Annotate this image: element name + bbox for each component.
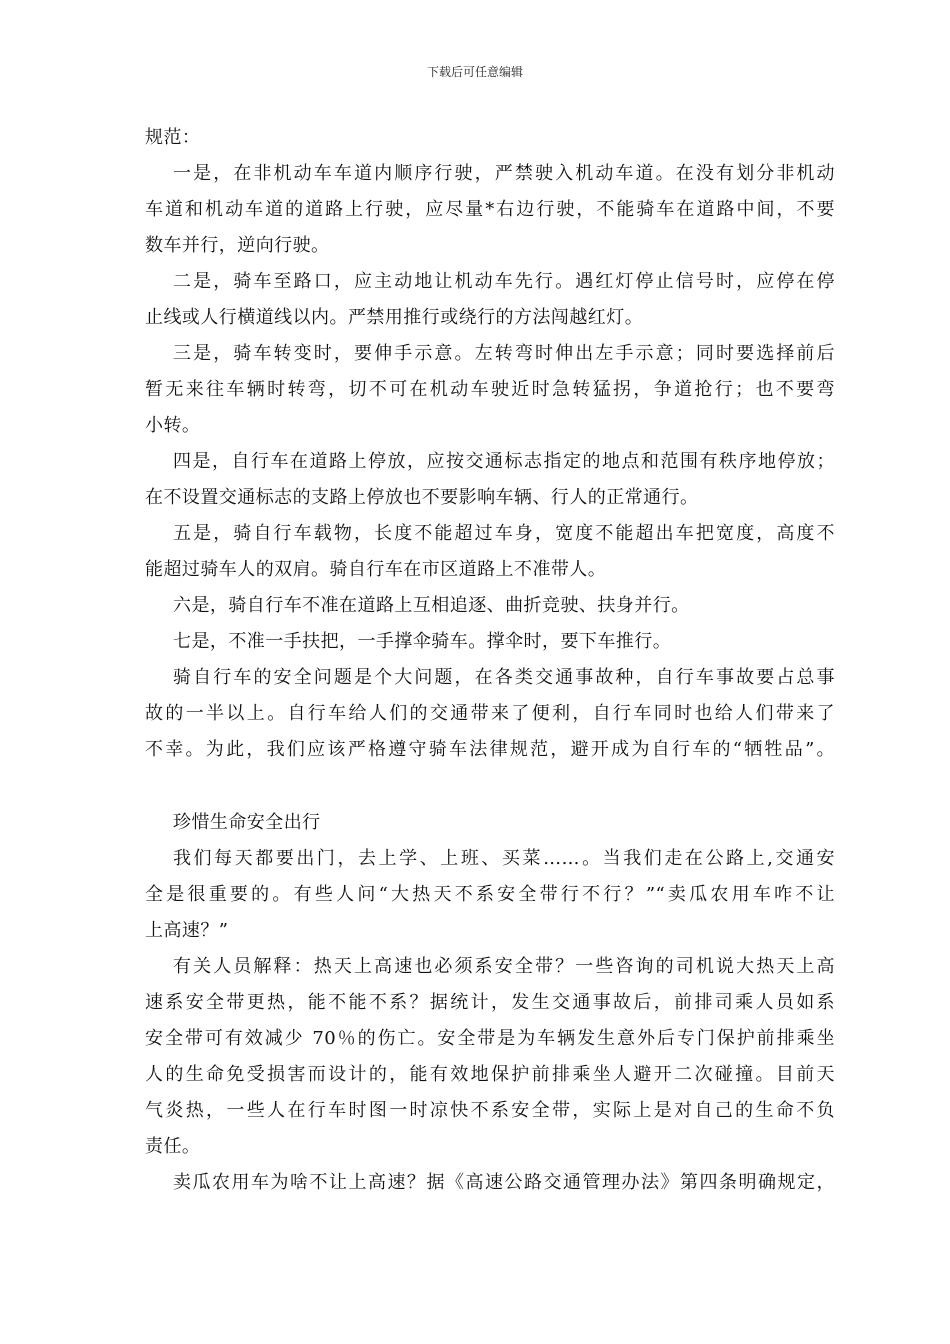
paragraph-line: 骑自行车的安全问题是个大问题，在各类交通事故种，自行车事故要占总事 [173, 667, 835, 688]
paragraph-line: 有关人员解释：热天上高速也必须系安全带？一些咨询的司机说大热天上高 [173, 956, 835, 977]
paragraph-line: 六是，骑自行车不准在道路上互相追逐、曲折竞驶、扶身并行。 [173, 595, 690, 616]
section-gap [145, 768, 835, 805]
paragraph-line: 车道和机动车道的道路上行驶，应尽量*右边行驶，不能骑车在道路中间，不要 [145, 199, 835, 220]
paragraph-line: 七是，不准一手扶把，一手撑伞骑车。撑伞时，要下车推行。 [173, 631, 672, 652]
paragraph-line: 三是，骑车转变时，要伸手示意。左转弯时伸出左手示意；同时要选择前后 [173, 343, 835, 364]
document-body [145, 120, 835, 1201]
paragraph-line: 上高速？” [145, 920, 229, 941]
paragraph-line: 二是，骑车至路口，应主动地让机动车先行。遇红灯停止信号时，应停在停 [173, 271, 835, 292]
paragraph-line: 不幸。为此，我们应该严格遵守骑车法律规范，避开成为自行车的“牺牲品”。 [145, 739, 835, 760]
paragraph-line: 全是很重要的。有些人问“大热天不系安全带行不行？”“卖瓜农用车咋不让 [145, 884, 835, 905]
paragraph-line: 五是，骑自行车载物，长度不能超过车身，宽度不能超出车把宽度，高度不 [173, 523, 835, 544]
paragraph-line: 气炎热，一些人在行车时图一时凉快不系安全带，实际上是对自己的生命不负 [145, 1100, 835, 1121]
paragraph-line: 故的一半以上。自行车给人们的交通带来了便利，自行车同时也给人们带来了 [145, 703, 835, 724]
paragraph-line: 止线或人行横道线以内。严禁用推行或绕行的方法闯越红灯。 [145, 307, 644, 328]
paragraph-line: 速系安全带更热，能不能不系？据统计，发生交通事故后，前排司乘人员如系 [145, 992, 835, 1013]
paragraph-line: 我们每天都要出门，去上学、上班、买菜……。当我们走在公路上,交通安 [173, 848, 835, 869]
paragraph-line: 在不设置交通标志的支路上停放也不要影响车辆、行人的正常通行。 [145, 487, 699, 508]
section-title: 珍惜生命安全出行 [173, 812, 321, 833]
paragraph-line: 责任。 [145, 1136, 201, 1157]
paragraph-line: 卖瓜农用车为啥不让上高速？据《高速公路交通管理办法》第四条明确规定， [173, 1172, 835, 1193]
paragraph-line: 规范： [145, 127, 201, 148]
paragraph-line: 小转。 [145, 415, 201, 436]
paragraph-line: 暂无来往车辆时转弯，切不可在机动车驶近时急转猛拐，争道抢行；也不要弯 [145, 379, 835, 400]
paragraph-line: 人的生命免受损害而设计的，能有效地保护前排乘坐人避开二次碰撞。目前天 [145, 1064, 835, 1085]
paragraph-line: 安全带可有效减少 70％的伤亡。安全带是为车辆发生意外后专门保护前排乘坐 [145, 1028, 835, 1049]
paragraph-line: 一是，在非机动车车道内顺序行驶，严禁驶入机动车道。在没有划分非机动 [173, 163, 835, 184]
paragraph-line: 四是，自行车在道路上停放，应按交通标志指定的地点和范围有秩序地停放； [173, 451, 835, 472]
page-header: 下载后可任意编辑 [426, 65, 523, 79]
paragraph-line: 数车并行，逆向行驶。 [145, 235, 330, 256]
paragraph-line: 能超过骑车人的双肩。骑自行车在市区道路上不准带人。 [145, 559, 607, 580]
